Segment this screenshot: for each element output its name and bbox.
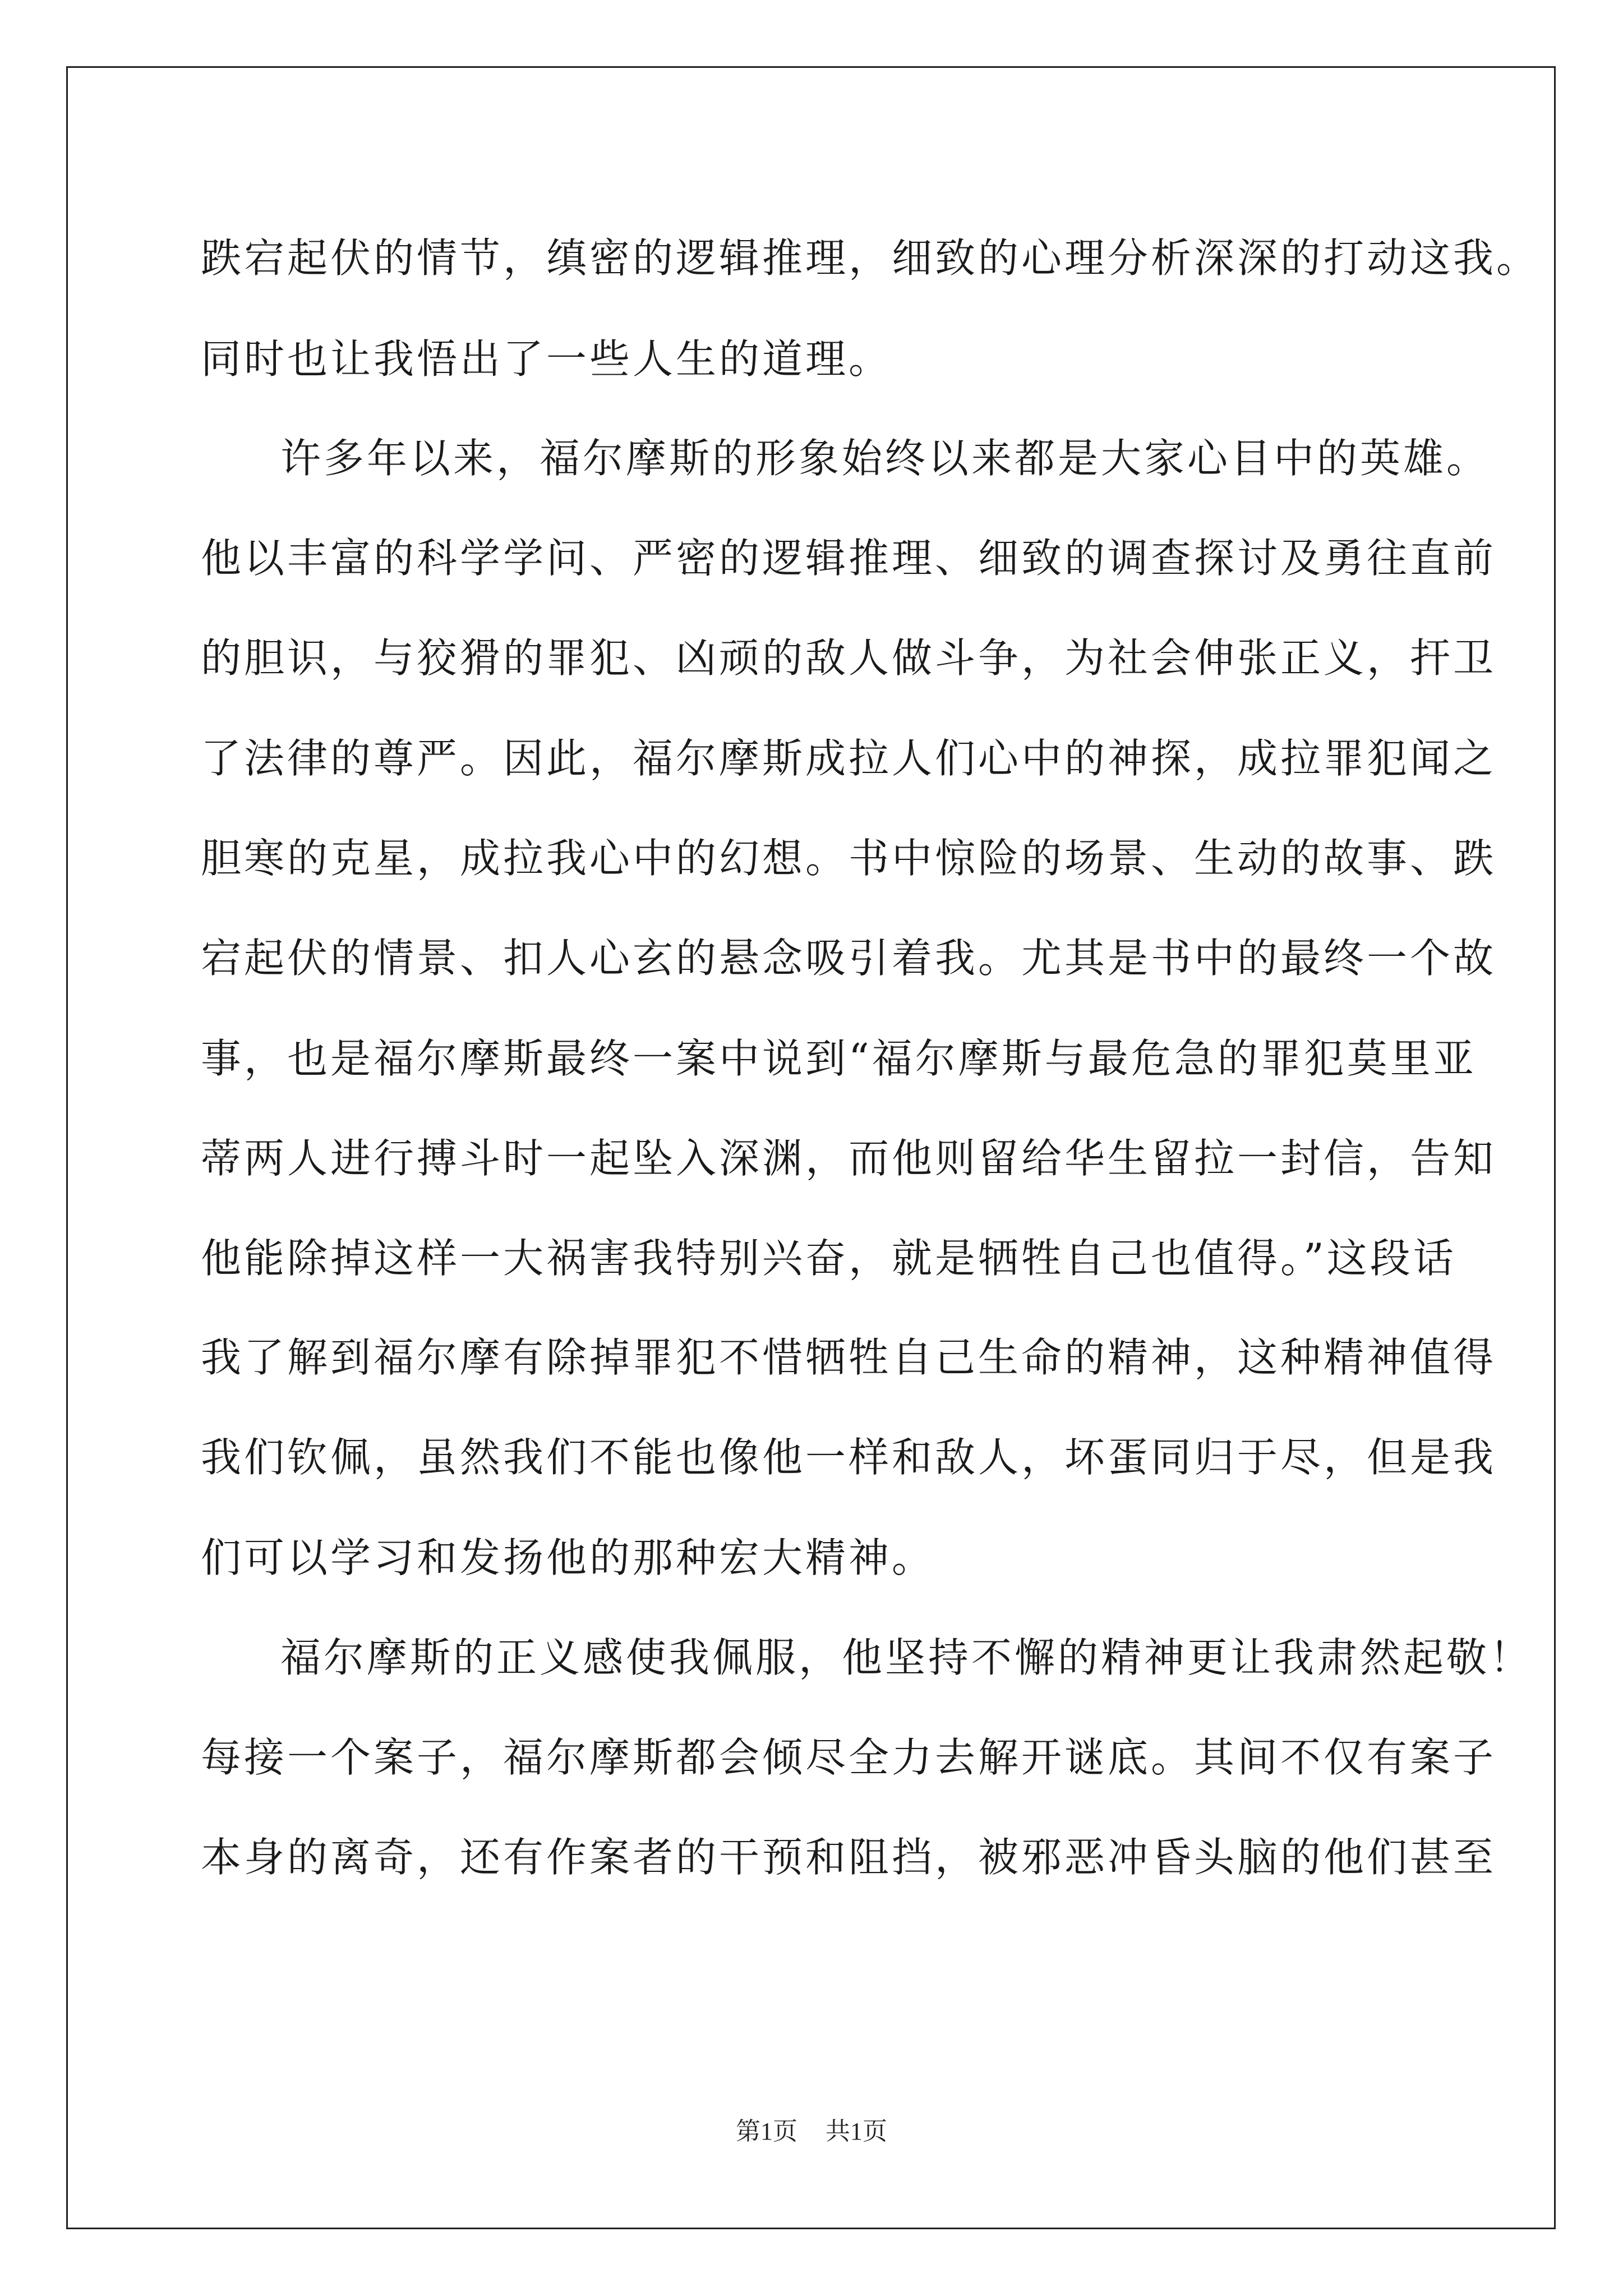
text-line: 同时也让我悟出了一些人生的道理。 [201,335,892,383]
text-line: 每接一个案子，福尔摩斯都会倾尽全力去解开谜底。其间不仅有案子 [201,1734,1497,1781]
text-line: 蒂两人进行搏斗时一起坠入深渊，而他则留给华生留拉一封信，告知 [201,1135,1497,1182]
text-line: 跌宕起伏的情节，缜密的逻辑推理，细致的心理分析深深的打动这我。 [201,234,1540,282]
text-line: 了法律的尊严。因此，福尔摩斯成拉人们心中的神探，成拉罪犯闻之 [201,735,1497,782]
paragraph-start-line: 福尔摩斯的正义感使我佩服，他坚持不懈的精神更让我肃然起敬！ [280,1634,1533,1681]
text-line: 我了解到福尔摩有除掉罪犯不惜牺牲自己生命的精神，这种精神值得 [201,1334,1497,1381]
paragraph-start-line: 许多年以来，福尔摩斯的形象始终以来都是大家心目中的英雄。 [280,435,1490,482]
text-line: 我们钦佩，虽然我们不能也像他一样和敌人，坏蛋同归于尽，但是我 [201,1434,1497,1481]
page-footer [0,2115,1623,2148]
text-line: 他能除掉这样一大祸害我特别兴奋，就是牺牲自己也值得。”这段话 [201,1235,1456,1282]
text-line: 们可以学习和发扬他的那种宏大精神。 [201,1534,935,1581]
text-line: 事，也是福尔摩斯最终一案中说到“福尔摩斯与最危急的罪犯莫里亚 [201,1035,1477,1082]
page-total: 共1页 [826,2118,887,2145]
text-line: 宕起伏的情景、扣人心玄的悬念吸引着我。尤其是书中的最终一个故 [201,935,1497,982]
page-number: 第1页 [736,2118,797,2145]
text-line: 他以丰富的科学学问、严密的逻辑推理、细致的调查探讨及勇往直前 [201,535,1497,582]
text-line: 本身的离奇，还有作案者的干预和阻挡，被邪恶冲昏头脑的他们甚至 [201,1834,1497,1881]
text-line: 的胆识，与狡猾的罪犯、凶顽的敌人做斗争，为社会伸张正义，扞卫 [201,634,1497,682]
text-line: 胆寒的克星，成拉我心中的幻想。书中惊险的场景、生动的故事、跌 [201,835,1497,882]
